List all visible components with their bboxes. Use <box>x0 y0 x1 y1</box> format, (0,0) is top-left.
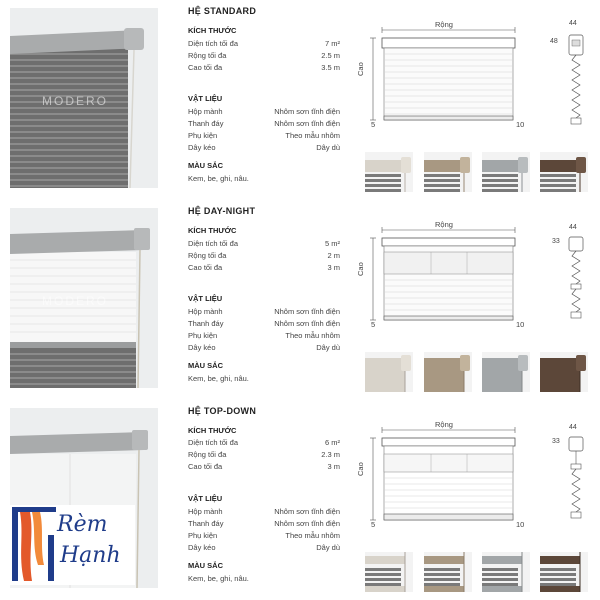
section-title: HỆ DAY-NIGHT <box>188 206 256 216</box>
max-dimension-label: 10 <box>516 120 525 129</box>
section-day-night <box>0 200 600 400</box>
product-photo-day-night <box>10 208 158 388</box>
box-value: Nhôm sơn tĩnh điện <box>274 507 340 516</box>
color-list: Kem, be, ghi, nâu. <box>188 574 249 583</box>
profile-width-label: 44 <box>569 20 577 27</box>
color-heading: MÀU SẮC <box>188 561 223 570</box>
profile-section-drawing <box>550 18 595 138</box>
height-label: Cao tối đa <box>188 263 223 272</box>
swatch-grey[interactable] <box>482 352 530 392</box>
profile-drawing <box>550 222 595 332</box>
bottom-bar-label: Thanh đáy <box>188 319 224 328</box>
bottom-bar-label: Thanh đáy <box>188 119 224 128</box>
swatch-cream[interactable] <box>365 152 413 192</box>
brand-name-line1: Rèm <box>57 512 108 537</box>
size-heading: KÍCH THƯỚC <box>188 426 237 435</box>
box-label: Hộp mành <box>188 307 223 316</box>
area-value: 7 m² <box>325 39 340 48</box>
cord-label: Dây kéo <box>188 143 216 152</box>
width-label: Rộng tối đa <box>188 251 227 260</box>
color-swatches <box>365 152 595 192</box>
dimension-drawing <box>355 220 530 330</box>
profile-height-label: 33 <box>552 438 560 445</box>
width-dimension-label: Rộng <box>435 420 453 429</box>
section-title: HỆ TOP-DOWN <box>188 406 257 416</box>
accessories-label: Phụ kiện <box>188 531 218 540</box>
area-label: Diện tích tối đa <box>188 438 239 447</box>
swatch-brown[interactable] <box>540 152 588 192</box>
bottom-bar-value: Nhôm sơn tĩnh điện <box>274 319 340 328</box>
section-title: HỆ STANDARD <box>188 6 257 16</box>
width-value: 2.5 m <box>321 51 340 60</box>
brand-name-line2: Hạnh <box>60 543 121 568</box>
height-dimension-label: Cao <box>356 462 365 476</box>
area-label: Diện tích tối đa <box>188 239 239 248</box>
height-label: Cao tối đa <box>188 63 223 72</box>
profile-height-label: 48 <box>550 38 558 45</box>
dimension-diagram <box>355 20 530 130</box>
color-heading: MÀU SẮC <box>188 361 223 370</box>
swatch-cream[interactable] <box>365 352 413 392</box>
accessories-value: Theo mẫu nhôm <box>285 331 340 340</box>
product-photo-standard <box>10 8 158 188</box>
min-dimension-label: 5 <box>371 320 376 329</box>
dimension-drawing <box>355 420 530 530</box>
curtain-logo-icon <box>10 505 58 585</box>
color-list: Kem, be, ghi, nâu. <box>188 174 249 183</box>
profile-width-label: 44 <box>569 424 577 431</box>
swatch-beige[interactable] <box>424 552 472 592</box>
brand-logo <box>10 505 135 585</box>
swatch-brown[interactable] <box>540 352 588 392</box>
height-label: Cao tối đa <box>188 462 223 471</box>
color-heading: MÀU SẮC <box>188 161 223 170</box>
swatch-grey[interactable] <box>482 552 530 592</box>
dimension-diagram <box>355 220 530 330</box>
material-heading: VẬT LIỆU <box>188 94 223 103</box>
swatch-grey[interactable] <box>482 152 530 192</box>
material-heading: VẬT LIỆU <box>188 494 223 503</box>
min-dimension-label: 5 <box>371 120 376 129</box>
box-label: Hộp mành <box>188 107 223 116</box>
min-dimension-label: 5 <box>371 520 376 529</box>
box-value: Nhôm sơn tĩnh điện <box>274 307 340 316</box>
box-value: Nhôm sơn tĩnh điện <box>274 107 340 116</box>
color-swatches <box>365 552 595 592</box>
bottom-bar-value: Nhôm sơn tĩnh điện <box>274 119 340 128</box>
width-dimension-label: Rộng <box>435 220 453 229</box>
color-swatches <box>365 352 595 392</box>
material-heading: VẬT LIỆU <box>188 294 223 303</box>
watermark: MODERO <box>42 294 108 308</box>
width-value: 2.3 m <box>321 450 340 459</box>
height-dimension-label: Cao <box>356 62 365 76</box>
swatch-cream[interactable] <box>365 552 413 592</box>
bottom-bar-value: Nhôm sơn tĩnh điện <box>274 519 340 528</box>
height-dimension-label: Cao <box>356 262 365 276</box>
dimension-drawing <box>355 20 530 130</box>
width-dimension-label: Rộng <box>435 20 453 29</box>
accessories-label: Phụ kiện <box>188 131 218 140</box>
cord-label: Dây kéo <box>188 343 216 352</box>
profile-section-drawing <box>550 222 595 342</box>
area-value: 5 m² <box>325 239 340 248</box>
size-heading: KÍCH THƯỚC <box>188 226 237 235</box>
swatch-beige[interactable] <box>424 352 472 392</box>
color-list: Kem, be, ghi, nâu. <box>188 374 249 383</box>
box-label: Hộp mành <box>188 507 223 516</box>
max-dimension-label: 10 <box>516 520 525 529</box>
accessories-value: Theo mẫu nhôm <box>285 531 340 540</box>
section-standard <box>0 0 600 200</box>
size-heading: KÍCH THƯỚC <box>188 26 237 35</box>
profile-section-drawing <box>550 422 595 542</box>
cord-value: Dây dù <box>316 543 340 552</box>
height-value: 3 m <box>327 462 340 471</box>
dimension-diagram <box>355 420 530 530</box>
profile-height-label: 33 <box>552 238 560 245</box>
watermark: MODERO <box>42 94 108 108</box>
profile-width-label: 44 <box>569 224 577 231</box>
area-label: Diện tích tối đa <box>188 39 239 48</box>
cord-value: Dây dù <box>316 143 340 152</box>
bottom-bar-label: Thanh đáy <box>188 519 224 528</box>
accessories-label: Phụ kiện <box>188 331 218 340</box>
height-value: 3 m <box>327 263 340 272</box>
profile-drawing <box>550 18 595 138</box>
swatch-beige[interactable] <box>424 152 472 192</box>
accessories-value: Theo mẫu nhôm <box>285 131 340 140</box>
cord-label: Dây kéo <box>188 543 216 552</box>
profile-drawing <box>550 422 595 532</box>
width-label: Rộng tối đa <box>188 450 227 459</box>
max-dimension-label: 10 <box>516 320 525 329</box>
width-label: Rộng tối đa <box>188 51 227 60</box>
area-value: 6 m² <box>325 438 340 447</box>
width-value: 2 m <box>327 251 340 260</box>
swatch-brown[interactable] <box>540 552 588 592</box>
height-value: 3.5 m <box>321 63 340 72</box>
cord-value: Dây dù <box>316 343 340 352</box>
